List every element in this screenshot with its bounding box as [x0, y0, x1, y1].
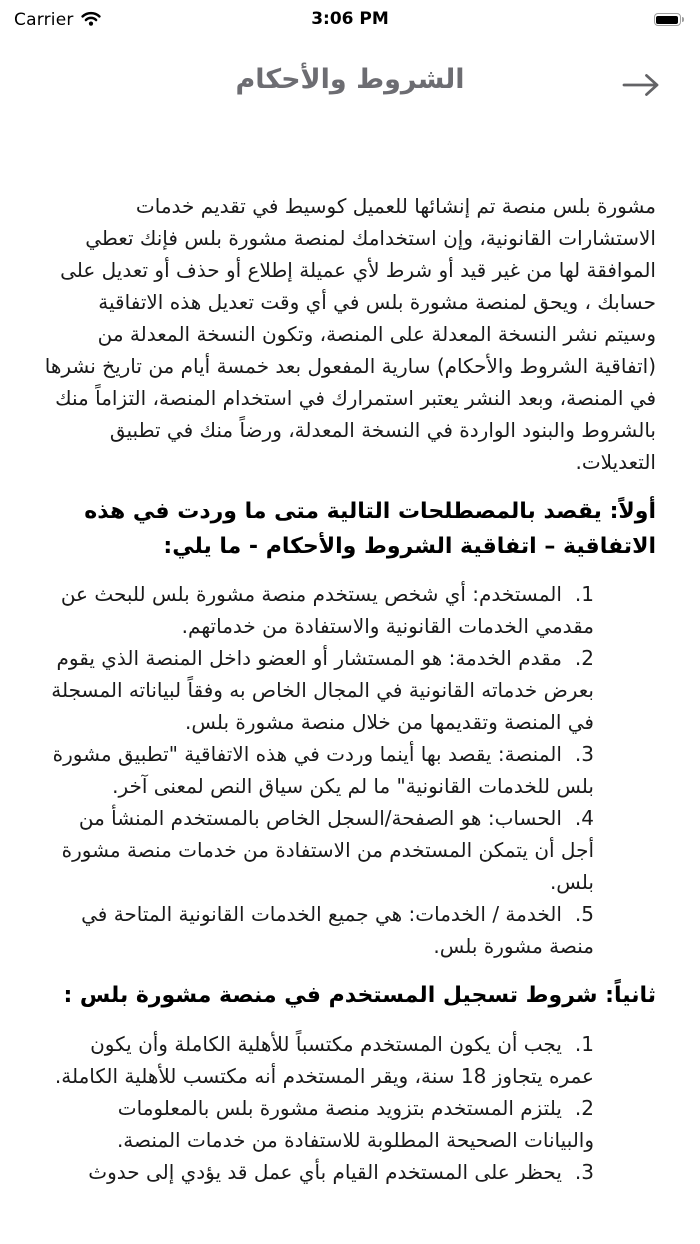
item-text: الخدمة / الخدمات: هي جميع الخدمات القانونية المتاحة في منصة مشورة بلس. [81, 902, 594, 959]
item-text: يجب أن يكون المستخدم مكتسباً للأهلية الكاملة وأن يكون عمره يتجاوز 18 سنة، ويقر المستخدم أنه مكتسب للأهلية الكاملة. [54, 1031, 594, 1088]
item-number: 1. [574, 1031, 594, 1056]
list-item [48, 1092, 594, 1156]
nav-header [0, 38, 700, 122]
terms-intro-paragraph: مشورة بلس منصة تم إنشائها للعميل كوسيط في تقديم خدمات الاستشارات القانونية، وإن استخدامك لمنصة مشورة بلس فإنك تعطي الموافقة لها من غير قيد أو شرط لأي عميلة إطلاع أو حذف أو تعديل على حسابك ، ويحق لمنصة مشورة بلس في أي وقت تعديل هذه الاتفاقية وسيتم نشر النسخة المعدلة على المنصة، وتكون النسخة المعدلة من (اتفاقية الشروط والأحكام) سارية المفعول بعد خمسة أيام من تاريخ نشرها في المنصة، وبعد النشر يعتبر استمرارك في استخدام المنصة، التزاماً منك بالشروط والبنود الواردة في النسخة المعدلة، ورضاً منك في تطبيق التعديلات. [44, 194, 656, 474]
arrow-right-icon [620, 86, 662, 101]
item-number: 5. [574, 902, 594, 927]
terms-scroll-area[interactable] [0, 122, 700, 1188]
section-1-list [48, 578, 594, 962]
list-item [48, 578, 594, 642]
list-item [48, 642, 594, 738]
item-text: يلتزم المستخدم بتزويد منصة مشورة بلس بالمعلومات والبيانات الصحيحة المطلوبة للاستفادة من خدمات المنصة. [116, 1095, 594, 1152]
list-item [48, 898, 594, 962]
item-number: 4. [574, 806, 594, 831]
item-number: 2. [574, 646, 594, 671]
carrier-label: Carrier [14, 10, 74, 30]
page-title: الشروط والأحكام [235, 64, 465, 95]
list-item [48, 738, 594, 802]
list-item [48, 802, 594, 898]
item-number: 2. [574, 1095, 594, 1120]
item-number: 3. [574, 742, 594, 767]
item-text: الحساب: هو الصفحة/السجل الخاص بالمستخدم المنشأ من أجل أن يتمكن المستخدم من الاستفادة من خدمات منصة مشورة بلس. [61, 806, 594, 895]
item-number: 3. [574, 1159, 594, 1184]
section-2-heading: ثانياً: شروط تسجيل المستخدم في منصة مشورة بلس : [63, 983, 656, 1009]
item-text: يحظر على المستخدم القيام بأي عمل قد يؤدي إلى حدوث [88, 1159, 562, 1184]
item-text: مقدم الخدمة: هو المستشار أو العضو داخل المنصة الذي يقوم بعرض خدماته القانونية في المجال الخاص به وفقاً لبياناته المسجلة في المنصة وتقديمها من خلال منصة مشورة بلس. [51, 646, 594, 735]
item-text: المنصة: يقصد بها أينما وردت في هذه الاتفاقية "تطبيق مشورة بلس للخدمات القانونية" ما لم يكن سياق النص لمعنى آخر. [52, 742, 594, 799]
status-time: 3:06 PM [311, 9, 389, 29]
status-bar [0, 0, 700, 38]
section-2-list [48, 1028, 594, 1188]
list-item [48, 1028, 594, 1092]
section-1-heading: أولاً: يقصد بالمصطلحات التالية متى ما وردت في هذه الاتفاقية – اتفاقية الشروط والأحكام - ما يلي: [84, 499, 656, 560]
item-text: المستخدم: أي شخص يستخدم منصة مشورة بلس للبحث عن مقدمي الخدمات القانونية والاستفادة من خدماتهم. [60, 582, 594, 639]
item-number: 1. [574, 582, 594, 607]
list-item [48, 1156, 594, 1188]
back-button[interactable] [618, 70, 664, 100]
